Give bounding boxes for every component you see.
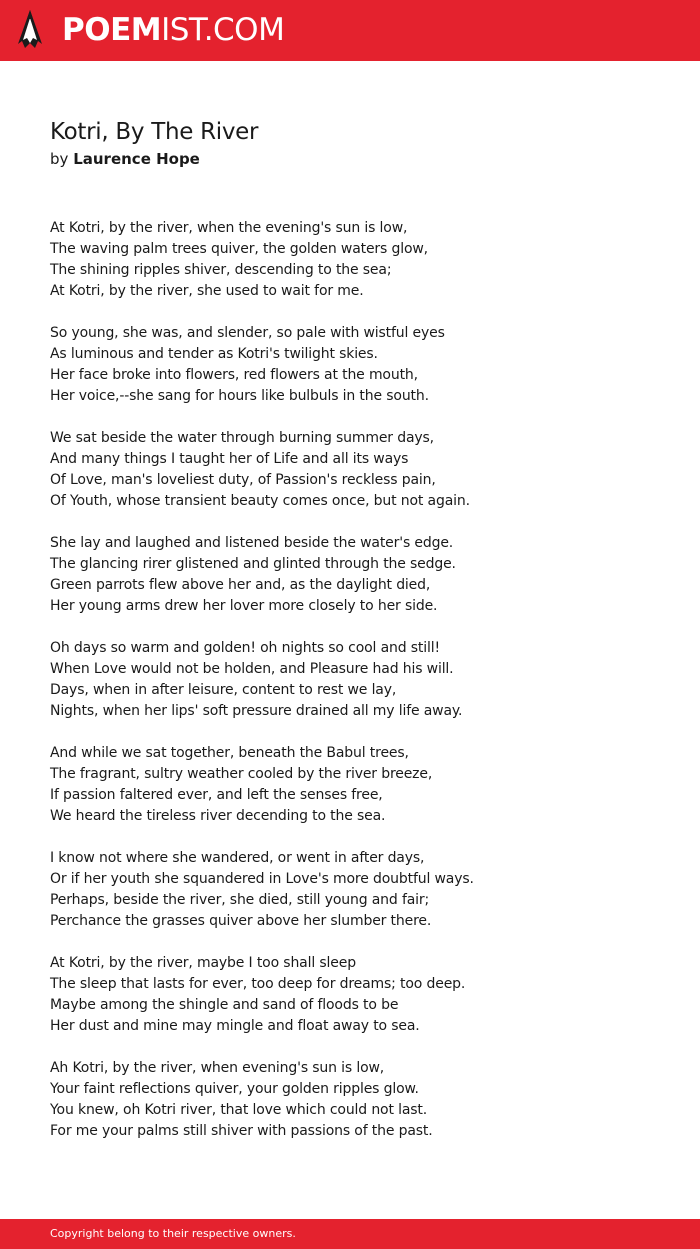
poem-line: The waving palm trees quiver, the golden waters glow, bbox=[50, 241, 428, 257]
poem-line: Or if her youth she squandered in Love's more doubtful ways. bbox=[50, 871, 474, 887]
poem-line: Your faint reflections quiver, your golden ripples glow. bbox=[50, 1081, 419, 1097]
poem-body bbox=[50, 218, 670, 1163]
stanza bbox=[50, 848, 670, 932]
poem-line: Her dust and mine may mingle and float away to sea. bbox=[50, 1018, 420, 1034]
site-footer bbox=[0, 1219, 700, 1249]
byline bbox=[50, 149, 200, 169]
poem-line: Oh days so warm and golden! oh nights so cool and still! bbox=[50, 640, 440, 656]
poem-line: Maybe among the shingle and sand of floods to be bbox=[50, 997, 399, 1013]
poem-line: She lay and laughed and listened beside the water's edge. bbox=[50, 535, 454, 551]
poem-line: Perhaps, beside the river, she died, still young and fair; bbox=[50, 892, 430, 908]
site-logo[interactable] bbox=[62, 12, 284, 48]
poem-title: Kotri, By The River bbox=[50, 119, 259, 145]
copyright-text: Copyright belong to their respective owners. bbox=[50, 1227, 296, 1240]
author-name: Laurence Hope bbox=[73, 150, 200, 168]
poem-line: At Kotri, by the river, when the evening's sun is low, bbox=[50, 220, 408, 236]
poem-line: The sleep that lasts for ever, too deep for dreams; too deep. bbox=[50, 976, 466, 992]
poem-line: If passion faltered ever, and left the senses free, bbox=[50, 787, 383, 803]
poem-line: The fragrant, sultry weather cooled by the river breeze, bbox=[50, 766, 433, 782]
poem-line: Ah Kotri, by the river, when evening's sun is low, bbox=[50, 1060, 385, 1076]
stanza bbox=[50, 1058, 670, 1142]
poem-line: The shining ripples shiver, descending to the sea; bbox=[50, 262, 392, 278]
poem-line: Perchance the grasses quiver above her slumber there. bbox=[50, 913, 432, 929]
stanza bbox=[50, 743, 670, 827]
poem-line: When Love would not be holden, and Pleasure had his will. bbox=[50, 661, 454, 677]
poem-line: Of Love, man's loveliest duty, of Passion's reckless pain, bbox=[50, 472, 436, 488]
site-header bbox=[0, 0, 700, 61]
poem-line: Her young arms drew her lover more closely to her side. bbox=[50, 598, 438, 614]
poem-line: I know not where she wandered, or went in after days, bbox=[50, 850, 425, 866]
logo-bold-text: POEM bbox=[62, 12, 162, 48]
poem-line: Green parrots flew above her and, as the daylight died, bbox=[50, 577, 431, 593]
poem-line: The glancing rirer glistened and glinted through the sedge. bbox=[50, 556, 456, 572]
poem-line: Her voice,--she sang for hours like bulbuls in the south. bbox=[50, 388, 429, 404]
poem-line: Days, when in after leisure, content to rest we lay, bbox=[50, 682, 397, 698]
stanza bbox=[50, 323, 670, 407]
stanza bbox=[50, 953, 670, 1037]
poem-line: You knew, oh Kotri river, that love which could not last. bbox=[50, 1102, 428, 1118]
poem-line: And many things I taught her of Life and all its ways bbox=[50, 451, 409, 467]
stanza bbox=[50, 218, 670, 302]
poem-line: Of Youth, whose transient beauty comes once, but not again. bbox=[50, 493, 470, 509]
poem-line: Nights, when her lips' soft pressure drained all my life away. bbox=[50, 703, 463, 719]
poem-line: For me your palms still shiver with passions of the past. bbox=[50, 1123, 433, 1139]
poem-line: So young, she was, and slender, so pale with wistful eyes bbox=[50, 325, 445, 341]
poem-line: And while we sat together, beneath the Babul trees, bbox=[50, 745, 409, 761]
poem-line: At Kotri, by the river, maybe I too shall sleep bbox=[50, 955, 356, 971]
poem-line: We heard the tireless river decending to the sea. bbox=[50, 808, 386, 824]
poem-line: Her face broke into flowers, red flowers at the mouth, bbox=[50, 367, 418, 383]
stanza bbox=[50, 533, 670, 617]
by-label: by bbox=[50, 150, 69, 168]
stanza bbox=[50, 428, 670, 512]
poem-line: As luminous and tender as Kotri's twilight skies. bbox=[50, 346, 378, 362]
poem-line: We sat beside the water through burning summer days, bbox=[50, 430, 434, 446]
logo-light-text: IST.COM bbox=[161, 12, 285, 48]
poem-line: At Kotri, by the river, she used to wait for me. bbox=[50, 283, 364, 299]
stanza bbox=[50, 638, 670, 722]
pencil-icon[interactable] bbox=[18, 10, 42, 52]
